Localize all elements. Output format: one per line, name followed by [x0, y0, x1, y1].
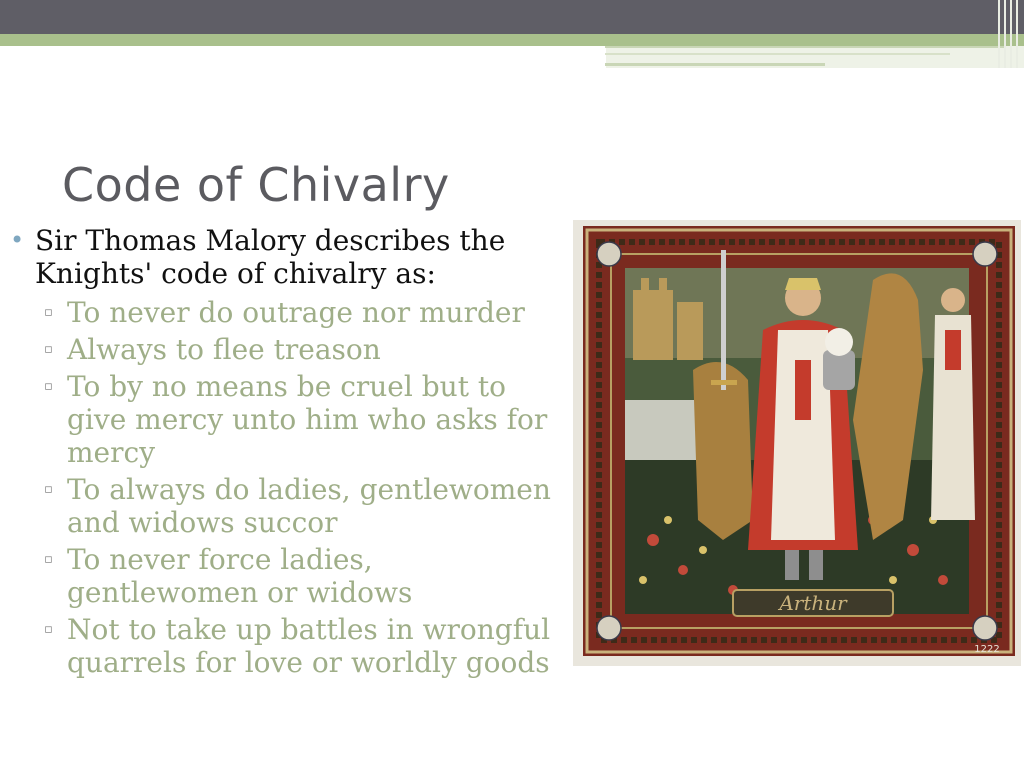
sub-bullet-text: To never do outrage nor murder	[67, 296, 525, 329]
sub-bullet	[8, 613, 568, 679]
arthur-tapestry-image	[573, 220, 1021, 666]
square-bullet-icon: ▫	[44, 305, 53, 320]
square-bullet-icon: ▫	[44, 342, 53, 357]
square-bullet-icon: ▫	[44, 622, 53, 637]
square-bullet-icon: ▫	[44, 379, 53, 394]
sub-bullet	[8, 473, 568, 539]
header-accent-line	[605, 53, 950, 55]
sub-bullet	[8, 296, 568, 329]
sub-bullet-text: To always do ladies, gentlewomen and widows succor	[67, 473, 551, 539]
header-stripes	[994, 0, 1024, 68]
sub-bullet-text: Always to flee treason	[67, 333, 381, 366]
sub-bullet-text: Not to take up battles in wrongful quarrels for love or worldly goods	[67, 613, 551, 679]
header-accent-line	[605, 63, 825, 66]
main-bullet-text: Sir Thomas Malory describes the Knights' code of chivalry as:	[35, 224, 506, 290]
tapestry-number: 1222	[974, 644, 1000, 655]
slide-title: Code of Chivalry	[62, 158, 450, 212]
sub-bullet	[8, 370, 568, 469]
main-bullet	[8, 224, 568, 290]
top-dark-band	[0, 0, 1024, 34]
sub-bullet	[8, 543, 568, 609]
square-bullet-icon: ▫	[44, 482, 53, 497]
top-green-band	[0, 34, 1024, 46]
slide-content	[8, 224, 568, 683]
tapestry-caption: Arthur	[779, 591, 847, 615]
sub-bullet-text: To never force ladies, gentlewomen or widows	[67, 543, 413, 609]
sub-bullet-list	[8, 296, 568, 679]
square-bullet-icon: ▫	[44, 552, 53, 567]
bullet-dot-icon: •	[10, 226, 25, 254]
header-accent-line	[605, 46, 1005, 48]
sub-bullet-text: To by no means be cruel but to give mercy unto him who asks for mercy	[67, 370, 548, 469]
sub-bullet	[8, 333, 568, 366]
